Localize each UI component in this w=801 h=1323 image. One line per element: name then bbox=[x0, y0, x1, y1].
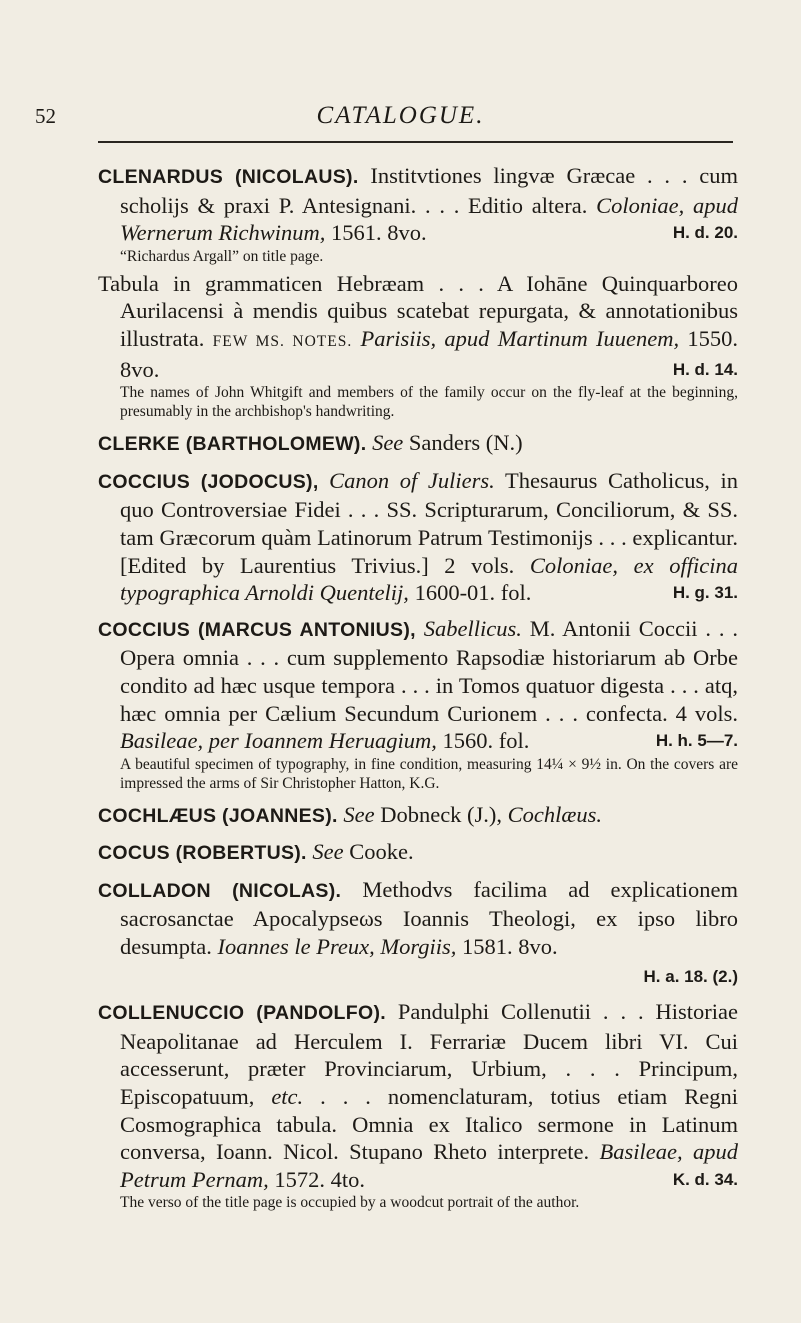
entry-date-format: 1560. fol. bbox=[436, 728, 530, 754]
entry-text: Methodvs facilima ad explicationem sacrosanctae Apocalypseωs Ioannis Theologi, ex ipso libro desumpta. bbox=[120, 876, 738, 960]
catalogue-entry bbox=[98, 876, 738, 990]
catalogue-entry bbox=[98, 429, 738, 459]
entry-date-format: 1572. 4to. bbox=[268, 1166, 365, 1192]
entry-body bbox=[98, 162, 738, 247]
entry-text: Pandulphi Collenutii . . . Historiae Neapolitanae ad Herculem I. Ferrariæ Ducem libri VI. Cui accesserunt, præter Provinciarum, Urbium, . . . Principum, Episcopatuum, bbox=[120, 999, 738, 1110]
running-title: CATALOGUE. bbox=[316, 102, 485, 129]
shelfmark: H. h. 5—7. bbox=[655, 731, 738, 751]
entry-heading: COCCIUS (MARCUS ANTONIUS), bbox=[98, 618, 416, 641]
entry-imprint: Parisiis, apud Martinum Iuuenem, bbox=[360, 325, 680, 351]
entry-body bbox=[98, 876, 738, 961]
entry-body bbox=[98, 998, 738, 1193]
entry-imprint: Coloniae, ex officina typographica Arnoldi Quentelij, bbox=[120, 552, 738, 606]
entry-text: Tabula in grammaticen Hebræam . . . A Iohāne Quinquarboreo Aurilacensi à mendis quibus scatebat repurgata, & annotationibus illustrata. bbox=[98, 270, 738, 351]
catalogue-entry bbox=[98, 801, 738, 831]
entry-heading: COLLENUCCIO (PANDOLFO). bbox=[98, 1002, 386, 1025]
see-reference: See bbox=[372, 430, 404, 456]
entry-text: Cooke. bbox=[343, 839, 414, 865]
entry-epithet: Canon of Juliers. bbox=[329, 467, 495, 493]
entry-text: Dobneck (J.), bbox=[374, 801, 508, 827]
entry-heading: COLLADON (NICOLAS). bbox=[98, 879, 342, 902]
entry-body bbox=[98, 615, 738, 755]
entry-text: Sanders (N.) bbox=[403, 430, 523, 456]
entry-smallcaps: FEW MS. NOTES. bbox=[212, 332, 353, 350]
header-rule bbox=[98, 141, 733, 143]
entry-epithet: Sabellicus. bbox=[423, 615, 522, 641]
shelfmark: K. d. 34. bbox=[672, 1169, 738, 1189]
entry-date-format: 1581. 8vo. bbox=[456, 934, 558, 960]
entry-body bbox=[98, 467, 738, 607]
entry-shelf-line bbox=[98, 961, 738, 991]
entry-heading: COCUS (ROBERTUS). bbox=[98, 842, 307, 865]
entry-date-format: 1550. 8vo. bbox=[120, 325, 738, 382]
entry-body bbox=[98, 429, 738, 459]
catalogue-entry bbox=[98, 270, 738, 421]
shelfmark: H. a. 18. (2.) bbox=[643, 966, 738, 986]
entry-date-format: 1561. 8vo. bbox=[325, 220, 427, 246]
entry-date-format: 1600-01. fol. bbox=[408, 580, 532, 606]
entry-epithet: Cochlæus. bbox=[507, 801, 603, 827]
entry-body bbox=[98, 801, 738, 831]
shelfmark: H. g. 31. bbox=[672, 583, 738, 603]
entry-imprint: Coloniae, apud Wernerum Richwinum, bbox=[120, 192, 739, 246]
catalogue-entry bbox=[98, 615, 738, 793]
entry-heading: CLERKE (BARTHOLOMEW). bbox=[98, 433, 367, 456]
entry-heading: CLENARDUS (NICOLAUS). bbox=[98, 166, 359, 188]
entry-body bbox=[98, 270, 738, 383]
see-reference: See bbox=[343, 801, 375, 827]
catalogue-entry bbox=[98, 467, 738, 607]
entry-heading: COCCIUS (JODOCUS), bbox=[98, 470, 319, 493]
entry-text: Thesaurus Catholicus, in quo Controversiae Fidei . . . SS. Scripturarum, Conciliorum, & SS. tam Græcorum quàm Latinorum Patrum Testimonijs . . . explicantur. [Edited by Laurentius Trivius.] 2 vols. bbox=[120, 467, 739, 578]
entry-text: M. Antonii Coccii . . . Opera omnia . . . cum supplemento Rapsodiæ historiarum ab Orbe condito ad hæc usque tempora . . . in Tomos quatuor digesta . . . atq, hæc omnia per Cælium Secundum Curionem . . . confecta. 4 vols. bbox=[120, 615, 739, 726]
catalogue-entry bbox=[98, 838, 738, 868]
entry-imprint: Basileae, per Ioannem Heruagium, bbox=[120, 728, 437, 754]
page-header bbox=[0, 104, 801, 140]
shelfmark: H. d. 20. bbox=[672, 223, 738, 243]
catalogue-entry bbox=[98, 162, 738, 266]
entry-note: The verso of the title page is occupied by a woodcut portrait of the author. bbox=[120, 1194, 580, 1212]
page-number: 52 bbox=[35, 104, 56, 128]
entry-imprint: Basileae, apud Petrum Pernam, bbox=[120, 1139, 738, 1192]
entry-text-cont: . . . nomenclaturam, totius etiam Regni Cosmographica tabula. Omnia ex Italico sermone in Latinum conversa, Ioann. Nicol. Stupano Rheto interprete. bbox=[120, 1084, 738, 1165]
shelfmark: H. d. 14. bbox=[672, 359, 738, 379]
entry-body bbox=[98, 838, 738, 868]
entry-imprint: Ioannes le Preux, Morgiis, bbox=[217, 934, 457, 960]
catalogue-entries bbox=[98, 162, 738, 1212]
entry-etc: etc. bbox=[271, 1084, 304, 1110]
catalogue-entry bbox=[98, 998, 738, 1212]
entry-heading: COCHLÆUS (JOANNES). bbox=[98, 804, 338, 827]
entry-note: The names of John Whitgift and members of the family occur on the fly-leaf at the beginning, presumably in the archbishop's handwriting. bbox=[120, 384, 738, 421]
entry-text: Institvtiones lingvæ Græcae . . . cum scholijs & praxi P. Antesignani. . . . Editio altera. bbox=[120, 163, 738, 218]
entry-note: “Richardus Argall” on title page. bbox=[120, 247, 324, 265]
entry-note: A beautiful specimen of typography, in fine condition, measuring 14¼ × 9½ in. On the covers are impressed the arms of Sir Christopher Hatton, K.G. bbox=[120, 755, 738, 792]
see-reference: See bbox=[312, 839, 344, 865]
